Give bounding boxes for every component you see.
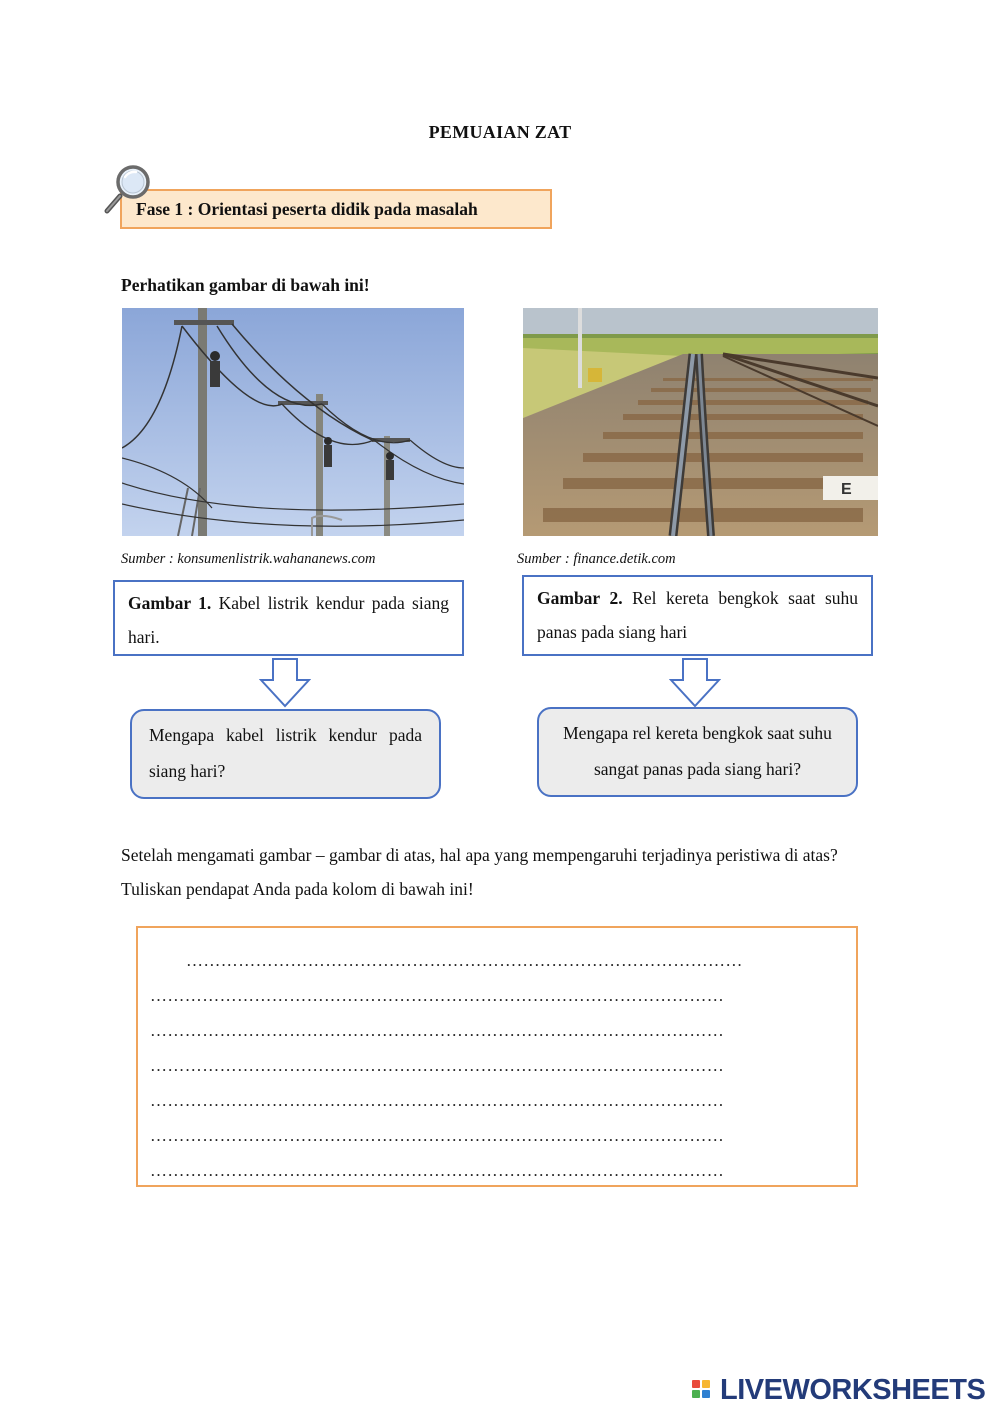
caption-box-2 bbox=[522, 575, 873, 656]
answer-line[interactable]: …………………………………………………………………………………… bbox=[186, 951, 743, 970]
logo-square-icon bbox=[692, 1380, 700, 1388]
caption-label-1: Gambar 1. bbox=[128, 593, 212, 613]
logo-square-icon bbox=[702, 1390, 710, 1398]
down-arrow-icon bbox=[259, 658, 311, 708]
photo-source-2: Sumber : finance.detik.com bbox=[517, 551, 676, 567]
caption-text-1: Kabel listrik kendur pada siang hari. bbox=[128, 593, 450, 647]
answer-line[interactable]: ……………………………………………………………………………………… bbox=[150, 1021, 725, 1040]
instruction-text: Perhatikan gambar di bawah ini! bbox=[121, 275, 370, 295]
answer-line[interactable]: ……………………………………………………………………………………… bbox=[150, 1161, 725, 1180]
answer-line[interactable]: ……………………………………………………………………………………… bbox=[150, 1091, 725, 1110]
phase-label: Fase 1 : Orientasi peserta didik pada masalah bbox=[136, 199, 478, 219]
logo-square-icon bbox=[692, 1390, 700, 1398]
photo-source-1: Sumber : konsumenlistrik.wahananews.com bbox=[121, 551, 376, 567]
question-box-1: Mengapa kabel listrik kendur pada siang hari? bbox=[130, 709, 441, 799]
caption-text-2: Rel kereta bengkok saat suhu panas pada siang hari bbox=[537, 588, 859, 642]
prompt-text: Setelah mengamati gambar – gambar di atas, hal apa yang mempengaruhi terjadinya peristiwa di atas? Tuliskan pendapat Anda pada kolom di bawah ini! bbox=[121, 845, 838, 899]
phase-banner bbox=[120, 189, 552, 229]
logo-text: LIVEWORKSHEETS bbox=[720, 1374, 986, 1406]
page-title: PEMUAIAN ZAT bbox=[428, 122, 572, 142]
answer-line[interactable]: ……………………………………………………………………………………… bbox=[150, 1056, 725, 1075]
svg-text:E: E bbox=[841, 481, 852, 498]
railway-photo bbox=[523, 308, 878, 536]
caption-box-1 bbox=[113, 580, 464, 656]
logo-square-icon bbox=[702, 1380, 710, 1388]
power-lines-photo bbox=[122, 308, 464, 536]
down-arrow-icon bbox=[669, 658, 721, 708]
answer-box[interactable] bbox=[136, 926, 858, 1187]
magnifier-icon bbox=[100, 162, 156, 218]
question-box-2: Mengapa rel kereta bengkok saat suhu sangat panas pada siang hari? bbox=[537, 707, 858, 797]
answer-line[interactable]: ……………………………………………………………………………………… bbox=[150, 986, 725, 1005]
answer-line[interactable]: ……………………………………………………………………………………… bbox=[150, 1126, 725, 1145]
caption-label-2: Gambar 2. bbox=[537, 588, 623, 608]
